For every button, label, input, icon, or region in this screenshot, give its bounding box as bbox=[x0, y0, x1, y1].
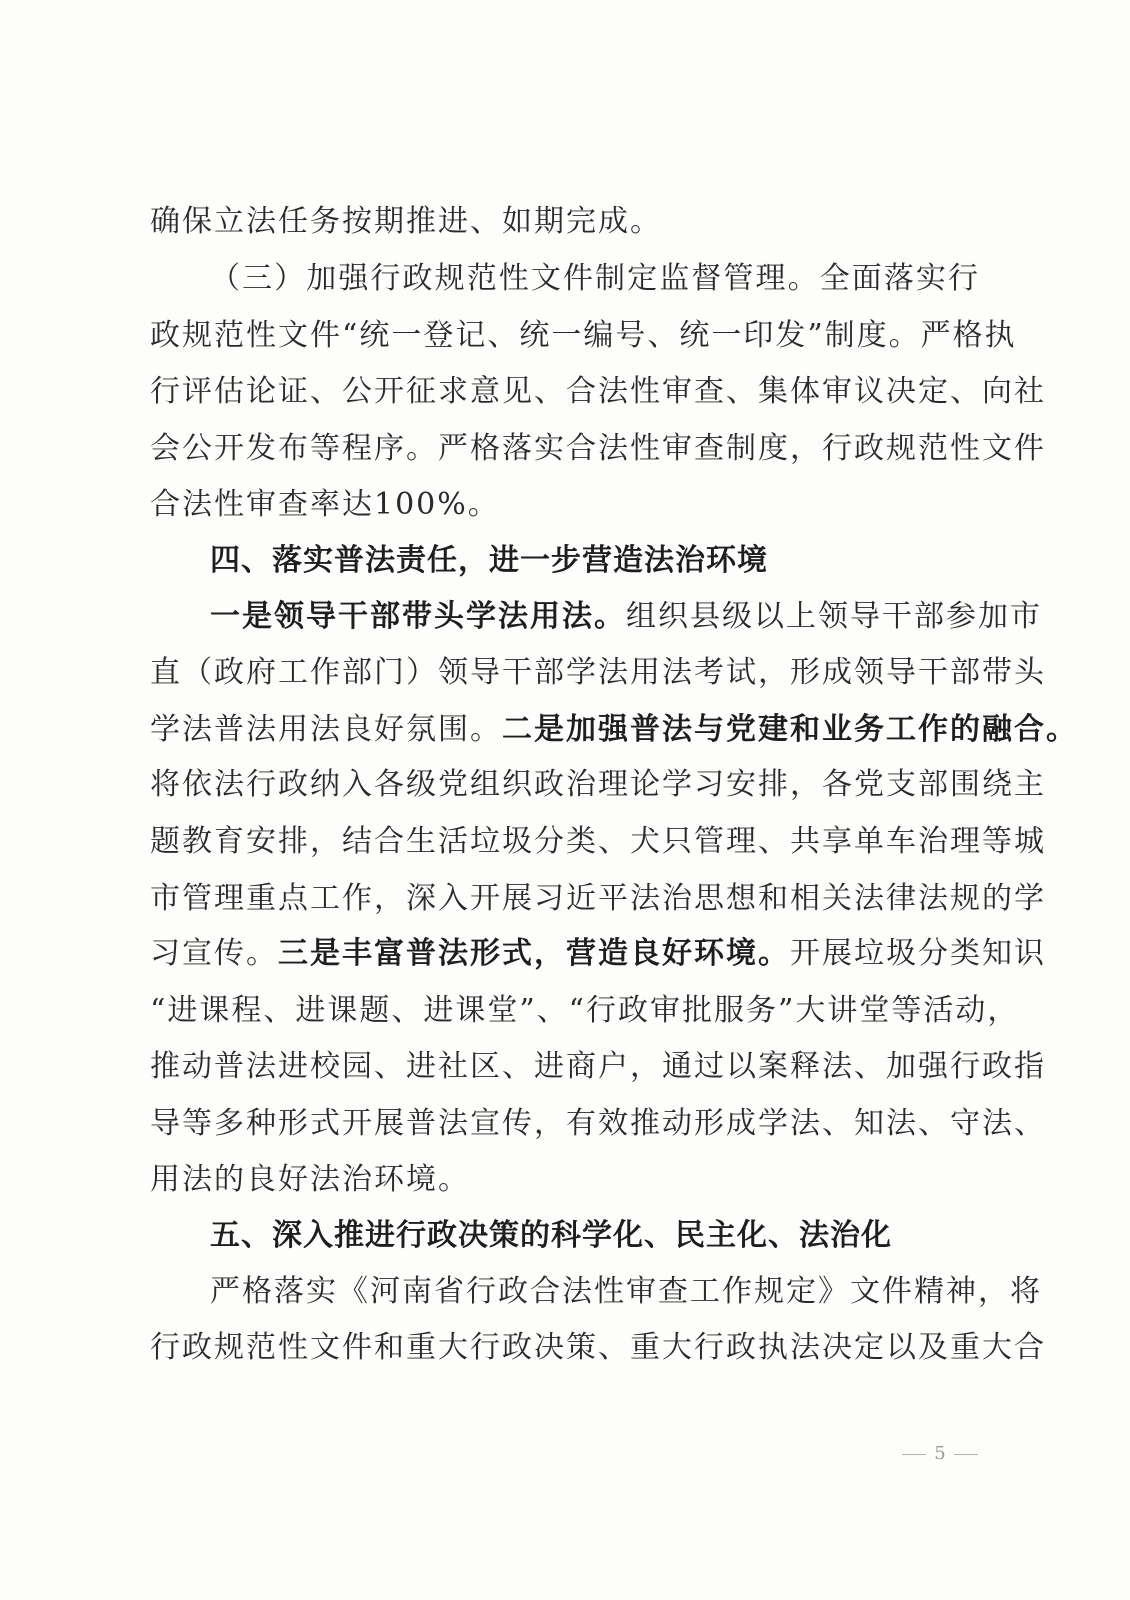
paragraph-line: “进课程、进课题、进课堂”、“行政审批服务”大讲堂等活动， bbox=[150, 993, 1020, 1028]
section-heading: 四、落实普法责任，进一步营造法治环境 bbox=[210, 543, 768, 578]
paragraph-line: 导等多种形式开展普法宣传，有效推动形成学法、知法、守法、 bbox=[150, 1106, 1046, 1141]
paragraph-line: 直（政府工作部门）领导干部学法用法考试，形成领导干部带头 bbox=[150, 655, 1046, 690]
paragraph-line bbox=[150, 934, 1046, 974]
bold-phrase: 二是加强普法与党建和业务工作的融合。 bbox=[502, 712, 1078, 747]
paragraph-line: 将依法行政纳入各级党组织政治理论学习安排，各党支部围绕主 bbox=[150, 767, 1046, 802]
text-span: 开展垃圾分类知识 bbox=[790, 936, 1046, 971]
text-span: 组织县级以上领导干部参加市 bbox=[626, 599, 1042, 634]
paragraph-line: 合法性审查率达100%。 bbox=[150, 487, 500, 522]
paragraph-line: 会公开发布等程序。严格落实合法性审查制度，行政规范性文件 bbox=[150, 431, 1046, 466]
paragraph-line: 政规范性文件“统一登记、统一编号、统一印发”制度。严格执 bbox=[150, 318, 1017, 353]
bold-phrase: 三是丰富普法形式，营造良好环境。 bbox=[278, 936, 790, 971]
page-footer bbox=[902, 1442, 978, 1466]
footer-dash bbox=[954, 1454, 978, 1455]
text-span: 习宣传。 bbox=[150, 936, 278, 971]
paragraph-line: 行评估论证、公开征求意见、合法性审查、集体审议决定、向社 bbox=[150, 374, 1046, 409]
page-number: 5 bbox=[934, 1443, 946, 1464]
footer-dash bbox=[902, 1454, 926, 1455]
paragraph-line: 用法的良好法治环境。 bbox=[150, 1162, 470, 1197]
paragraph-line: 市管理重点工作，深入开展习近平法治思想和相关法律法规的学 bbox=[150, 881, 1046, 916]
paragraph-line: 确保立法任务按期推进、如期完成。 bbox=[150, 204, 662, 239]
paragraph-line: 题教育安排，结合生活垃圾分类、犬只管理、共享单车治理等城 bbox=[150, 824, 1046, 859]
section-heading: 五、深入推进行政决策的科学化、民主化、法治化 bbox=[210, 1218, 892, 1253]
bold-phrase: 一是领导干部带头学法用法。 bbox=[210, 599, 626, 634]
text-span: 学法普法用法良好氛围。 bbox=[150, 712, 502, 747]
paragraph-line bbox=[210, 597, 1042, 637]
paragraph-line bbox=[150, 710, 1078, 750]
paragraph-line: （三）加强行政规范性文件制定监督管理。全面落实行 bbox=[210, 261, 980, 296]
paragraph-line: 行政规范性文件和重大行政决策、重大行政执法决定以及重大合 bbox=[150, 1330, 1046, 1365]
paragraph-line: 严格落实《河南省行政合法性审查工作规定》文件精神，将 bbox=[210, 1274, 1042, 1309]
paragraph-line: 推动普法进校园、进社区、进商户，通过以案释法、加强行政指 bbox=[150, 1049, 1046, 1084]
